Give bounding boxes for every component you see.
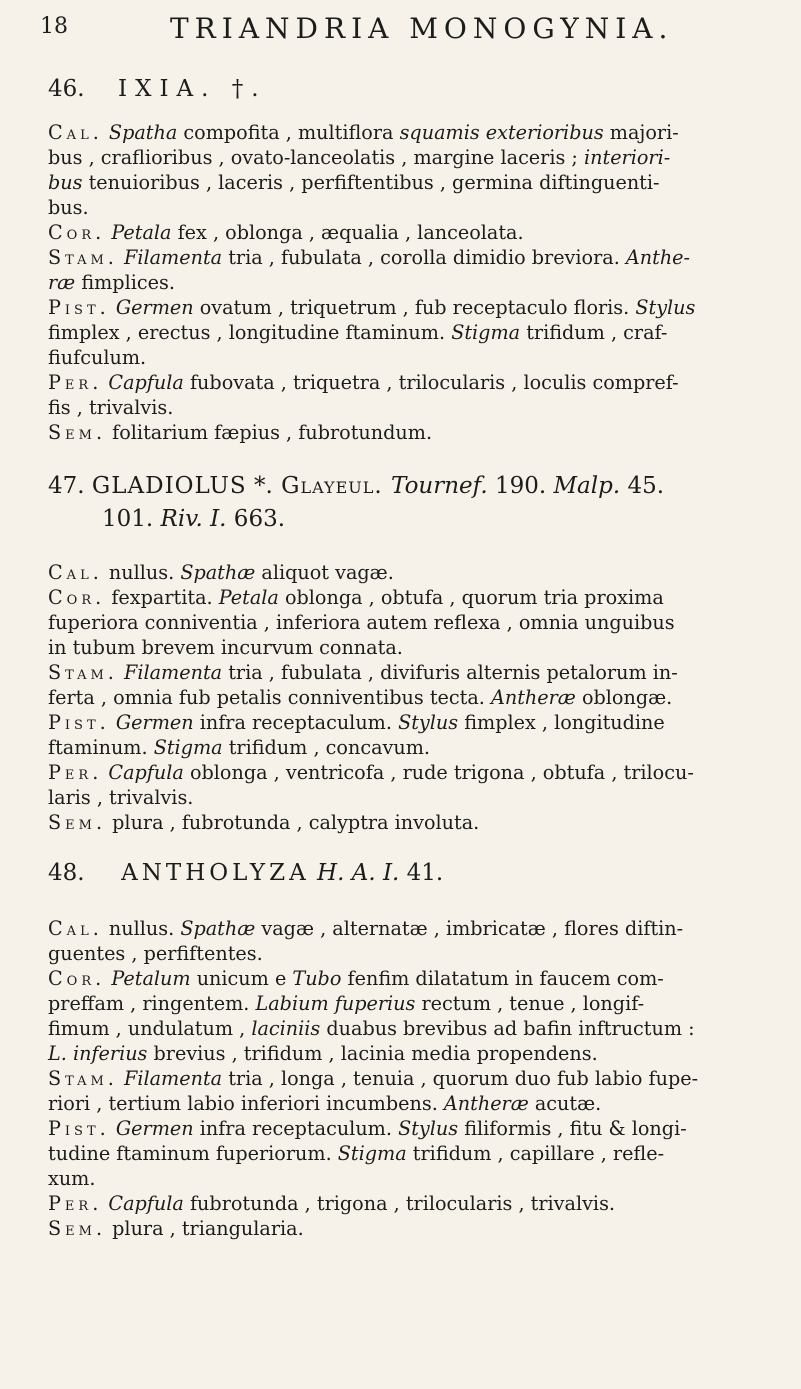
genus-46-stamina: Stam. Filamenta tria , fubulata , corolla dimidio breviora. Anthe- ræ fimplices. bbox=[48, 246, 691, 294]
genus-47-stamina: Stam. Filamenta tria , fubulata , divifuris alternis petalorum in- ferta , omnia fub petalis conniventibus tecta. Antheræ oblongæ. bbox=[48, 661, 678, 709]
genus-48-heading: 48. ANTHOLYZA H. A. I. 41. bbox=[48, 860, 444, 886]
genus-46-name: IXIA. †. bbox=[118, 76, 267, 102]
page-number: 18 bbox=[40, 14, 68, 39]
genus-48-semina: Sem. plura , triangularia. bbox=[48, 1217, 304, 1240]
genus-47-heading: 47. GLADIOLUS *. Glayeul. Tournef. 190. Malp. 45. 101. Riv. I. 663. bbox=[48, 473, 665, 532]
genus-46-corolla: Cor. Petala fex , oblonga , æqualia , lanceolata. bbox=[48, 221, 524, 244]
genus-47-calyx: Cal. nullus. Spathæ aliquot vagæ. bbox=[48, 561, 394, 584]
page-header bbox=[40, 8, 780, 54]
genus-46-pistillum: Pist. Germen ovatum , triquetrum , fub receptaculo floris. Stylus fimplex , erectus , longitudine ftaminum. Stigma trifidum , craf- fiufculum. bbox=[48, 296, 696, 369]
genus-48-corolla: Cor. Petalum unicum e Tubo fenfim dilatatum in faucem com- preffam , ringentem. Labium fuperius rectum , tenue , longif- fimum , undulatum , laciniis duabus brevibus ad bafin inftructum : L. inferius brevius , trifidum , lacinia media propendens. bbox=[48, 967, 695, 1065]
genus-48-calyx: Cal. nullus. Spathæ vagæ , alternatæ , imbricatæ , flores diftin- guentes , perfiftentes. bbox=[48, 917, 684, 965]
genus-47-corolla: Cor. fexpartita. Petala oblonga , obtufa , quorum tria proxima fuperiora conniventia , inferiora autem reflexa , omnia unguibus in tubum brevem incurvum connata. bbox=[48, 586, 675, 659]
genus-46-pericarpium: Per. Capfula fubovata , triquetra , trilocularis , loculis compref- fis , trivalvis. bbox=[48, 371, 679, 419]
genus-47-semina: Sem. plura , fubrotunda , calyptra involuta. bbox=[48, 811, 480, 834]
running-title: TRIANDRIA MONOGYNIA. bbox=[170, 12, 674, 45]
genus-46-title bbox=[48, 76, 267, 102]
genus-46-number: 46. bbox=[48, 76, 85, 102]
genus-46-semina: Sem. folitarium fæpius , fubrotundum. bbox=[48, 421, 433, 444]
genus-48-pericarpium: Per. Capfula fubrotunda , trigona , trilocularis , trivalvis. bbox=[48, 1192, 616, 1215]
genus-47-pericarpium: Per. Capfula oblonga , ventricofa , rude trigona , obtufa , trilocu- laris , trivalvis. bbox=[48, 761, 694, 809]
genus-48-stamina: Stam. Filamenta tria , longa , tenuia , quorum duo fub labio fupe- riori , tertium labio inferiori incumbens. Antheræ acutæ. bbox=[48, 1067, 699, 1115]
genus-48-pistillum: Pist. Germen infra receptaculum. Stylus filiformis , fitu & longi- tudine ftaminum fuperiorum. Stigma trifidum , capillare , refle- xum. bbox=[48, 1117, 687, 1190]
genus-47-pistillum: Pist. Germen infra receptaculum. Stylus fimplex , longitudine ftaminum. Stigma trifidum , concavum. bbox=[48, 711, 665, 759]
genus-46-calyx: Cal. Spatha compofita , multiflora squamis exterioribus majori- bus , craflioribus , ovato-lanceolatis , margine laceris ; interiori- bus tenuioribus , laceris , perfiftentibus , germina diftinguenti- bus. bbox=[48, 121, 679, 219]
